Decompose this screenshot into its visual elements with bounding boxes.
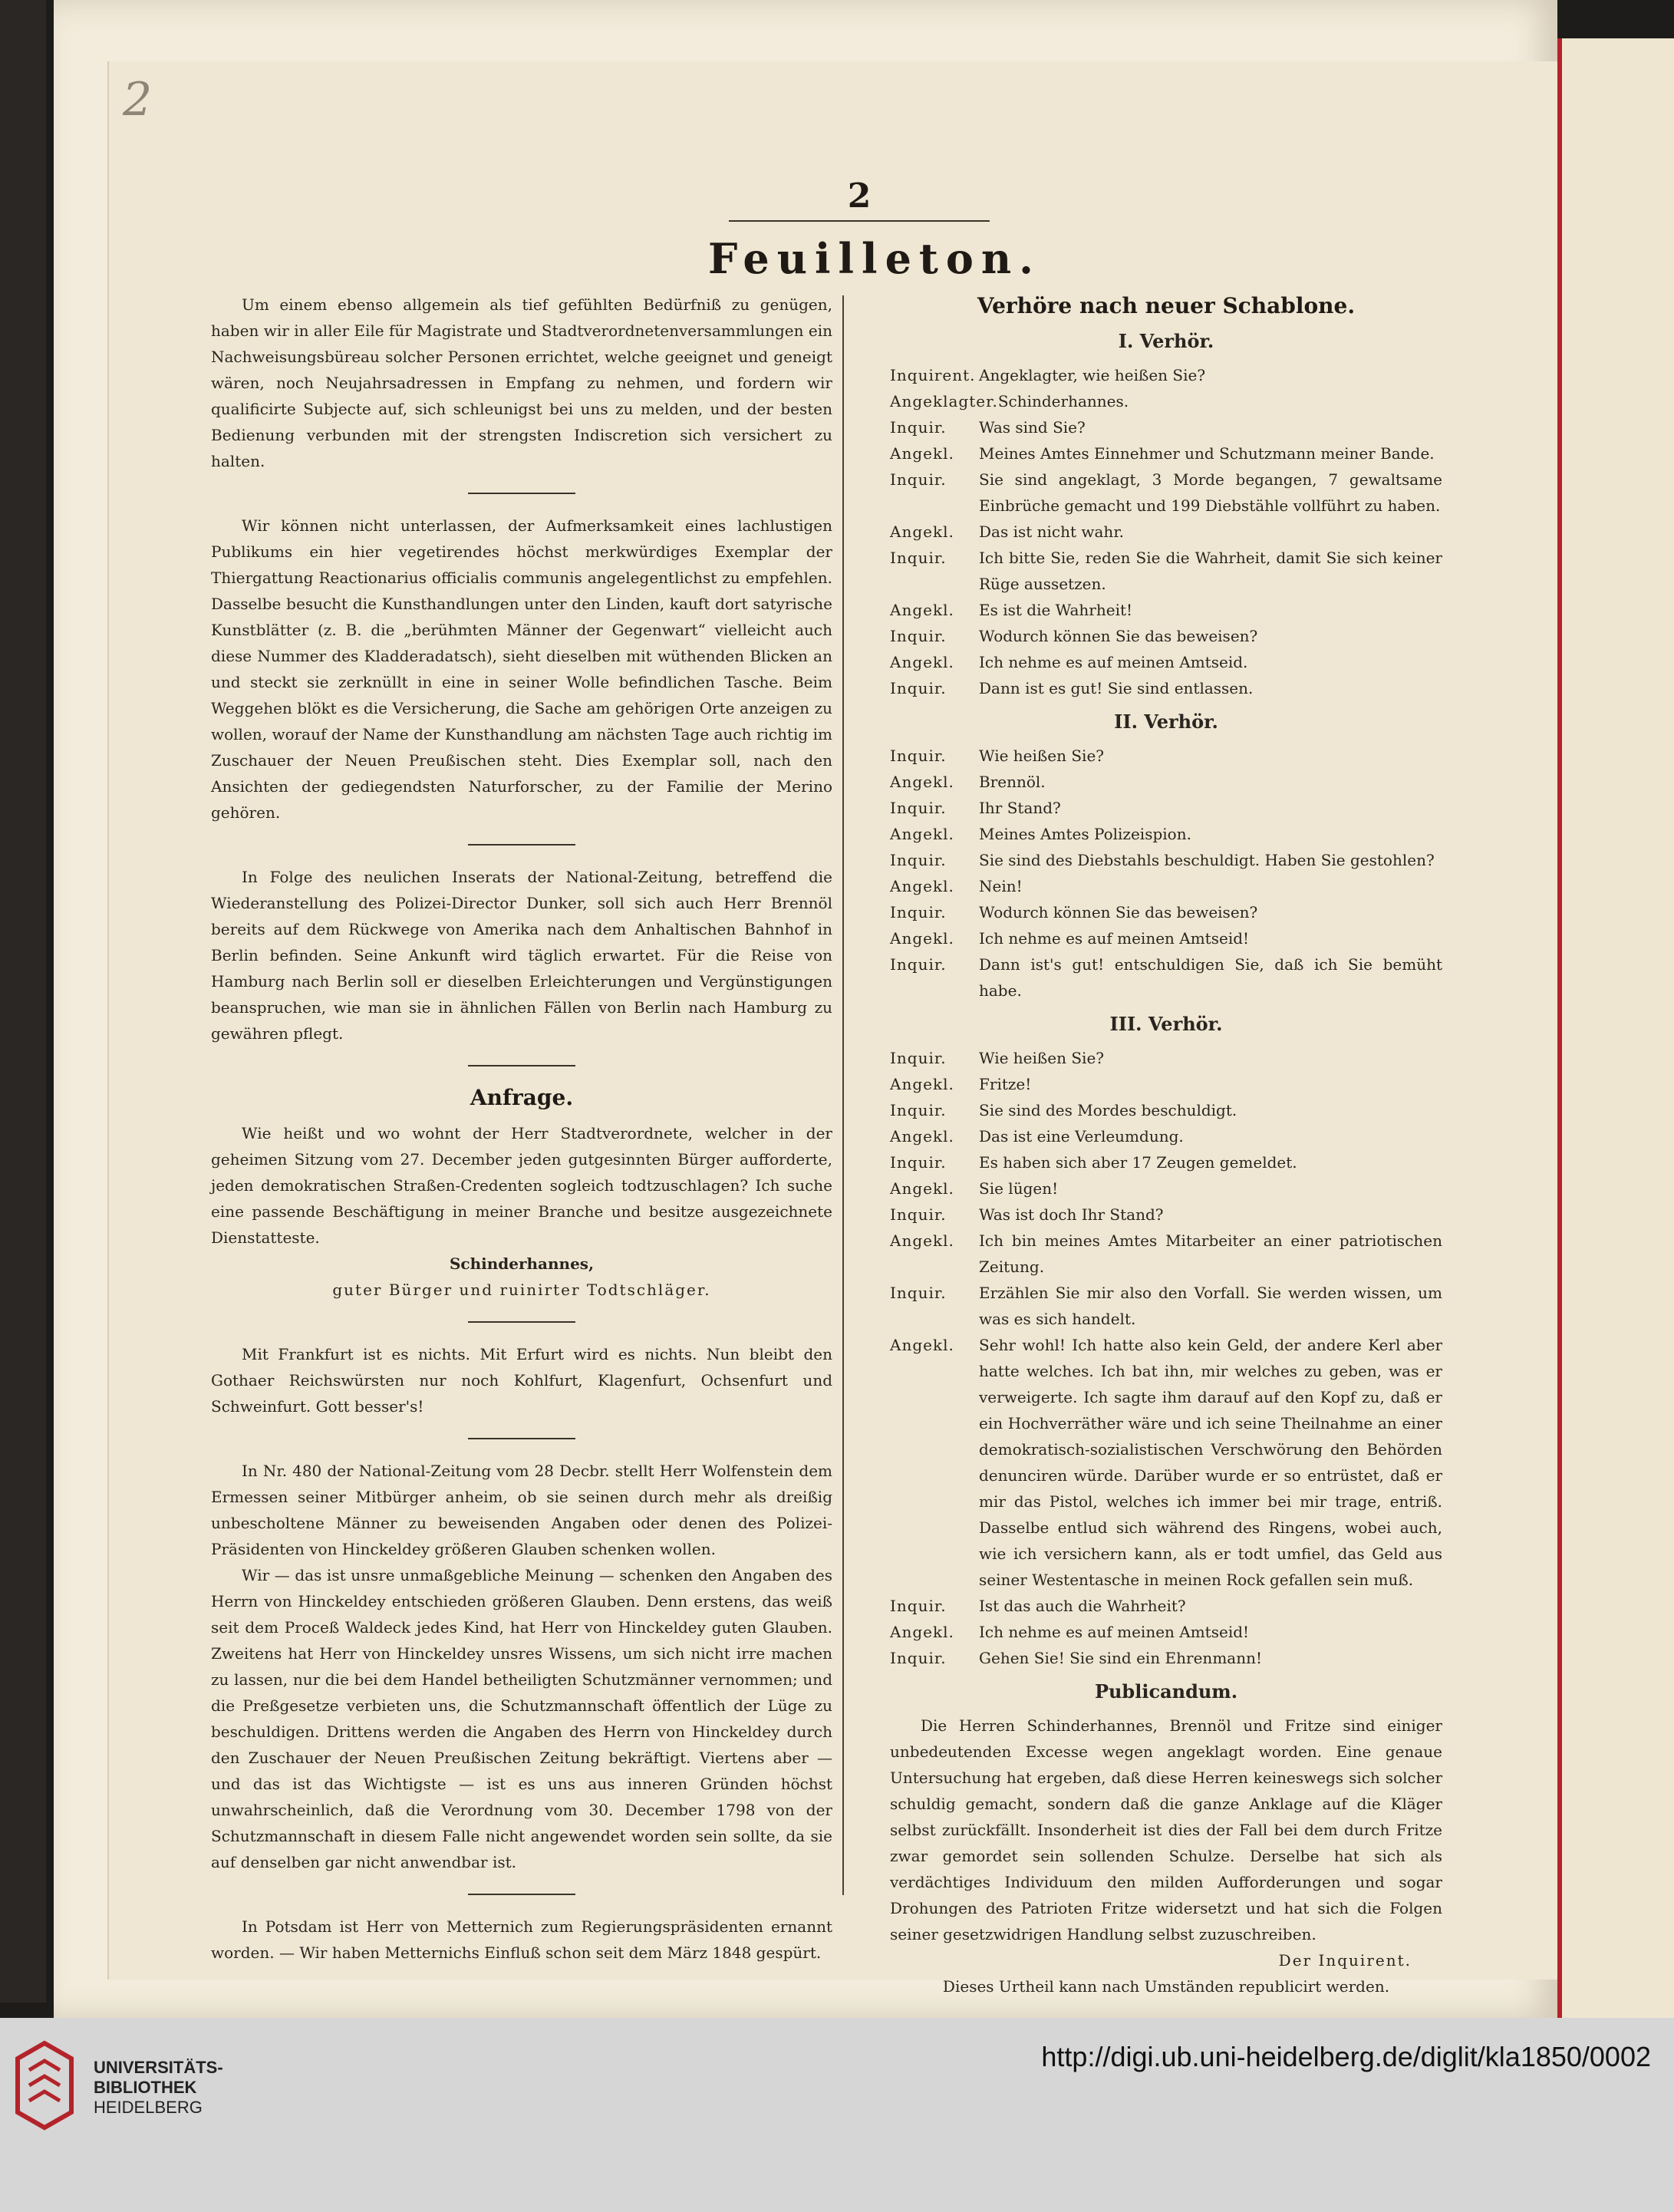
library-name-line-2: BIBLIOTHEK — [94, 2078, 197, 2097]
dialogue-line — [890, 1175, 1442, 1202]
speaker-label: Angekl. — [890, 825, 954, 843]
dialogue-text: Was ist doch Ihr Stand? — [979, 1205, 1164, 1224]
dialogue-line — [890, 675, 1442, 701]
dialogue-line — [890, 1228, 1442, 1280]
dialogue-text: Angeklagter, wie heißen Sie? — [979, 366, 1206, 384]
dialogue-text: Brennöl. — [979, 773, 1046, 791]
speaker-label: Inquir. — [890, 627, 947, 645]
dialogue-text: Wodurch können Sie das beweisen? — [979, 903, 1258, 921]
dialogue-text: Was sind Sie? — [979, 418, 1086, 437]
speaker-label: Angekl. — [890, 653, 954, 671]
dialogue-line — [890, 925, 1442, 951]
adjacent-page-fragment — [1557, 38, 1674, 2033]
library-name-line-3: HEIDELBERG — [94, 2098, 203, 2117]
speaker-label: Angekl. — [890, 601, 954, 619]
dialogue-text: Meines Amtes Polizeispion. — [979, 825, 1191, 843]
dialogue-line — [890, 519, 1442, 545]
speaker-label: Angekl. — [890, 1231, 954, 1250]
speaker-label: Inquir. — [890, 1101, 947, 1119]
separator — [468, 1894, 575, 1895]
verhoere-heading: Verhöre nach neuer Schablone. — [977, 293, 1356, 318]
dialogue-line — [890, 847, 1442, 873]
speaker-label: Angekl. — [890, 523, 954, 541]
dialogue-text: Ich nehme es auf meinen Amtseid! — [979, 929, 1250, 948]
speaker-label: Angekl. — [890, 444, 954, 463]
library-name-line-1: UNIVERSITÄTS- — [94, 2058, 223, 2077]
dialogue-line — [890, 769, 1442, 795]
speaker-label: Inquir. — [890, 955, 947, 974]
dialogue-line — [890, 1123, 1442, 1149]
dialogue-line — [890, 649, 1442, 675]
dialogue-line — [890, 1593, 1442, 1619]
speaker-label: Angekl. — [890, 1336, 954, 1354]
dialogue-line — [890, 623, 1442, 649]
dialogue-text: Meines Amtes Einnehmer und Schutzmann meiner Bande. — [979, 444, 1435, 463]
scan-background — [0, 0, 46, 2003]
dialogue-line — [890, 466, 1442, 519]
dialogue-text: Fritze! — [979, 1075, 1032, 1093]
speaker-label: Inquir. — [890, 799, 947, 817]
verhoer-1-heading: I. Verhör. — [1118, 330, 1214, 352]
verhoer-2-dialogue — [890, 743, 1442, 1004]
dialogue-text: Ich bitte Sie, reden Sie die Wahrheit, damit Sie sich keiner Rüge aussetzen. — [979, 549, 1442, 593]
speaker-label: Inquir. — [890, 1649, 947, 1667]
dialogue-text: Wie heißen Sie? — [979, 747, 1104, 765]
publicandum-text: Die Herren Schinderhannes, Brennöl und Fritze sind einiger unbedeutenden Excesse wegen angeklagt worden. Eine genaue Untersuchung hat ergeben, daß diese Herren keineswegs sich solcher schuldig gemacht, sondern daß die ganze Anklage auf die Kläger selbst zurückfällt. Insonderheit ist dies der Fall bei dem durch Fritze zwar gemordet sein sollenden Schulze. Derselbe hat sich als verdächtiges Individuum den milden Aufforderungen und sogar Drohungen des Patrioten Fritze widersetzt und hat sich die Folgen seiner gesetzwidrigen Handlung selbst zuzuschreiben. — [890, 1716, 1442, 1943]
library-logo-icon — [14, 2039, 75, 2131]
speaker-label: Inquir. — [890, 851, 947, 869]
separator — [468, 493, 575, 494]
left-column — [211, 292, 832, 1966]
section-title: Feuilleton. — [708, 234, 1041, 283]
dialogue-text: Sie sind angeklagt, 3 Morde begangen, 7 gewaltsame Einbrüche gemacht und 199 Diebstähle vollführt zu haben. — [979, 470, 1442, 515]
dialogue-line — [890, 1149, 1442, 1175]
speaker-label: Inquir. — [890, 1205, 947, 1224]
page-number: 2 — [847, 176, 872, 216]
page-number-rule — [729, 220, 990, 222]
speaker-label: Inquir. — [890, 747, 947, 765]
dialogue-line — [890, 414, 1442, 440]
dialogue-line — [890, 545, 1442, 597]
verhoer-2-heading: II. Verhör. — [1114, 710, 1218, 733]
dialogue-text: Das ist eine Verleumdung. — [979, 1127, 1184, 1146]
dialogue-text: Sie sind des Diebstahls beschuldigt. Haben Sie gestohlen? — [979, 851, 1435, 869]
speaker-label: Inquir. — [890, 418, 947, 437]
dialogue-line — [890, 1619, 1442, 1645]
speaker-label: Inquir. — [890, 549, 947, 567]
signature-title: guter Bürger und ruinirter Todtschläger. — [332, 1281, 711, 1299]
dialogue-text: Ich nehme es auf meinen Amtseid! — [979, 1623, 1250, 1641]
separator — [468, 1438, 575, 1439]
speaker-label: Angekl. — [890, 877, 954, 895]
dialogue-line — [890, 1332, 1442, 1593]
library-name — [94, 2058, 223, 2118]
dialogue-line — [890, 440, 1442, 466]
speaker-label: Inquir. — [890, 679, 947, 697]
publicandum-heading: Publicandum. — [1094, 1680, 1238, 1703]
dialogue-text: Erzählen Sie mir also den Vorfall. Sie werden wissen, um was es sich handelt. — [979, 1284, 1442, 1328]
speaker-label: Angekl. — [890, 1127, 954, 1146]
dialogue-text: Nein! — [979, 877, 1023, 895]
dialogue-text: Wodurch können Sie das beweisen? — [979, 627, 1258, 645]
verhoer-1-dialogue — [890, 362, 1442, 701]
publicandum-note: Dieses Urtheil kann nach Umständen republicirt werden. — [942, 1977, 1390, 1996]
article-brennoel: In Folge des neulichen Inserats der National-Zeitung, betreffend die Wiederanstellung des Polizei-Director Dunker, soll sich auch Herr Brennöl bereits auf dem Rückwege von Amerika nach dem Anhaltischen Bahnhof in Berlin befinden. Seine Ankunft wird täglich erwartet. Für die Reise von Hamburg nach Berlin soll er dieselben Erleichterungen und Vergünstigungen beanspruchen, wie man sie in ähnlichen Fällen von Berlin nach Hamburg zu gewähren pflegt. — [211, 868, 832, 1043]
dialogue-line — [890, 951, 1442, 1004]
dialogue-text: Ihr Stand? — [979, 799, 1061, 817]
speaker-label: Inquirent. — [890, 366, 976, 384]
speaker-label: Angekl. — [890, 1075, 954, 1093]
dialogue-line — [890, 362, 1442, 388]
dialogue-text: Das ist nicht wahr. — [979, 523, 1125, 541]
column-divider — [842, 295, 844, 1895]
speaker-label: Inquir. — [890, 1153, 947, 1172]
separator — [468, 1065, 575, 1066]
speaker-label: Inquir. — [890, 1284, 947, 1302]
separator — [468, 844, 575, 846]
speaker-label: Inquir. — [890, 470, 947, 489]
dialogue-line — [890, 1202, 1442, 1228]
dialogue-line — [890, 743, 1442, 769]
dialogue-text: Ich nehme es auf meinen Amtseid. — [979, 653, 1248, 671]
dialogue-line — [890, 597, 1442, 623]
dialogue-line — [890, 1045, 1442, 1071]
dialogue-line — [890, 899, 1442, 925]
right-column — [890, 284, 1442, 2038]
dialogue-line — [890, 1645, 1442, 1671]
article-anfrage: Wie heißt und wo wohnt der Herr Stadtverordnete, welcher in der geheimen Sitzung vom 27. December jeden gutgesinnten Bürger aufforderte, jeden demokratischen Straßen-Credenten sogleich todtzuschlagen? Ich suche eine passende Beschäftigung in meiner Branche und besitze ausgezeichnete Dienstatteste. — [211, 1124, 832, 1247]
dialogue-line — [890, 1097, 1442, 1123]
speaker-label: Inquir. — [890, 1049, 947, 1067]
speaker-label: Angekl. — [890, 929, 954, 948]
dialogue-text: Es haben sich aber 17 Zeugen gemeldet. — [979, 1153, 1297, 1172]
anfrage-heading: Anfrage. — [470, 1085, 574, 1110]
speaker-label: Inquir. — [890, 903, 947, 921]
speaker-label: Angekl. — [890, 1623, 954, 1641]
verhoer-3-heading: III. Verhör. — [1109, 1013, 1223, 1035]
separator — [468, 1321, 575, 1323]
speaker-label: Inquir. — [890, 1597, 947, 1615]
verhoer-3-dialogue — [890, 1045, 1442, 1671]
dialogue-line — [890, 1280, 1442, 1332]
handwritten-page-mark: 2 — [123, 73, 153, 127]
dialogue-text: Wie heißen Sie? — [979, 1049, 1104, 1067]
dialogue-text: Ist das auch die Wahrheit? — [979, 1597, 1186, 1615]
speaker-label: Angekl. — [890, 1179, 954, 1198]
speaker-label: Angeklagter. — [890, 392, 998, 410]
article-hinckeldey: Wir — das ist unsre unmaßgebliche Meinung — schenken den Angaben des Herrn von Hinckeldey entschieden größeren Glauben. Denn erstens, das weiß seit dem Proceß Waldeck jedes Kind, hat Herr von Hinckeldey guten Glauben. Zweitens hat Herr von Hinckeldey unsres Wissens, um sich nicht irre machen zu lassen, nur die bei dem Handel betheiligten Schutzmänner vernommen; und die Preßgesetze verbieten uns, die Schutzmannschaft öffentlich der Lüge zu beschuldigen. Drittens werden die Angaben des Herrn von Hinckeldey durch den Zuschauer der Neuen Preußischen Zeitung bekräftigt. Viertens aber — und das ist das Wichtigste — ist es uns aus inneren Gründen höchst unwahrscheinlich, daß die Verordnung vom 30. December 1798 von der Schutzmannschaft in diesem Falle nicht angewendet worden sein sollte, da sie auf denselben gar nicht anwendbar ist. — [211, 1566, 832, 1871]
dialogue-line — [890, 873, 1442, 899]
article-metternich: In Potsdam ist Herr von Metternich zum Regierungspräsidenten ernannt worden. — Wir haben Metternichs Einfluß schon seit dem März 1848 gespürt. — [211, 1917, 832, 1962]
dialogue-text: Es ist die Wahrheit! — [979, 601, 1133, 619]
dialogue-line — [890, 795, 1442, 821]
dialogue-line — [890, 388, 1442, 414]
signature-name: Schinderhannes, — [449, 1254, 595, 1273]
dialogue-text: Ich bin meines Amtes Mitarbeiter an einer patriotischen Zeitung. — [979, 1231, 1442, 1276]
dialogue-text: Gehen Sie! Sie sind ein Ehrenmann! — [979, 1649, 1263, 1667]
permalink[interactable]: http://digi.ub.uni-heidelberg.de/diglit/kla1850/0002 — [1041, 2041, 1651, 2072]
dialogue-text: Dann ist's gut! entschuldigen Sie, daß ich Sie bemüht habe. — [979, 955, 1442, 1000]
publicandum-signature: Der Inquirent. — [1278, 1951, 1412, 1970]
dialogue-line — [890, 1071, 1442, 1097]
dialogue-text: Dann ist es gut! Sie sind entlassen. — [979, 679, 1254, 697]
dialogue-text: Sie sind des Mordes beschuldigt. — [979, 1101, 1237, 1119]
article-bureau: Um einem ebenso allgemein als tief gefühlten Bedürfniß zu genügen, haben wir in aller Eile für Magistrate und Stadtverordnetenversammlungen ein Nachweisungsbüreau solcher Personen errichtet, welche geeignet und geneigt wären, noch Neujahrsadressen in Empfang zu nehmen, und fordern wir qualificirte Subjecte auf, sich schleunigst bei uns zu melden, und der besten Bedienung verbunden mit der strengsten Indiscretion sich versichert zu halten. — [211, 295, 832, 470]
article-wolfenstein: In Nr. 480 der National-Zeitung vom 28 Decbr. stellt Herr Wolfenstein dem Ermessen seiner Mitbürger anheim, ob sie seinen durch mehr als dreißig unbescholtene Männer zu beweisenden Angaben oder denen des Polizei-Präsidenten von Hinckeldey größeren Glauben schenken wollen. — [211, 1462, 832, 1558]
dialogue-text: Schinderhannes. — [997, 392, 1129, 410]
dialogue-text: Sehr wohl! Ich hatte also kein Geld, der andere Kerl aber hatte welches. Ich bat ihn, mir welches zu geben, was er verweigerte. Ich sagte ihm darauf auf den Kopf zu, daß er ein Hochverräther wäre und ich seine Theilnahme an einer demokratisch-sozialistischen Verschwörung den Behörden denunciren würde. Darüber wurde er so entrüstet, daß er mir das Pistol, welches ich immer bei mir trage, entriß. Dasselbe entlud sich während des Ringens, wobei auch, wie ich versichern kann, als er todt umfiel, das Geld aus seiner Westentasche in meinen Rock gefallen sein muß. — [979, 1336, 1442, 1589]
dialogue-line — [890, 821, 1442, 847]
article-furt: Mit Frankfurt ist es nichts. Mit Erfurt wird es nichts. Nun bleibt den Gothaer Reichswürsten nur noch Kohlfurt, Klagenfurt, Ochsenfurt und Schweinfurt. Gott besser's! — [211, 1345, 832, 1416]
dialogue-text: Sie lügen! — [979, 1179, 1059, 1198]
speaker-label: Angekl. — [890, 773, 954, 791]
article-reactionarius: Wir können nicht unterlassen, der Aufmerksamkeit eines lachlustigen Publikums ein hier vegetirendes höchst merkwürdiges Exemplar der Thiergattung Reactionarius officialis communis angelegentlichst zu empfehlen. Dasselbe besucht die Kunsthandlungen unter den Linden, kauft dort satyrische Kunstblätter (z. B. die „berühmten Männer der Gegenwart“ vielleicht auch diese Nummer des Kladderadatsch), sieht dieselben mit wüthenden Blicken an und steckt sie zerknüllt in eine in seiner Wolle befindlichen Tasche. Beim Weggehen blökt es die Versicherung, die Sache am gehörigen Orte anzeigen zu wollen, worauf der Name der Kunsthandlung am nächsten Tage auch richtig im Zuschauer der Neuen Preußischen steht. Dies Exemplar soll, nach den Ansichten der gediegendsten Naturforscher, zu der Familie der Merino gehören. — [211, 516, 832, 822]
